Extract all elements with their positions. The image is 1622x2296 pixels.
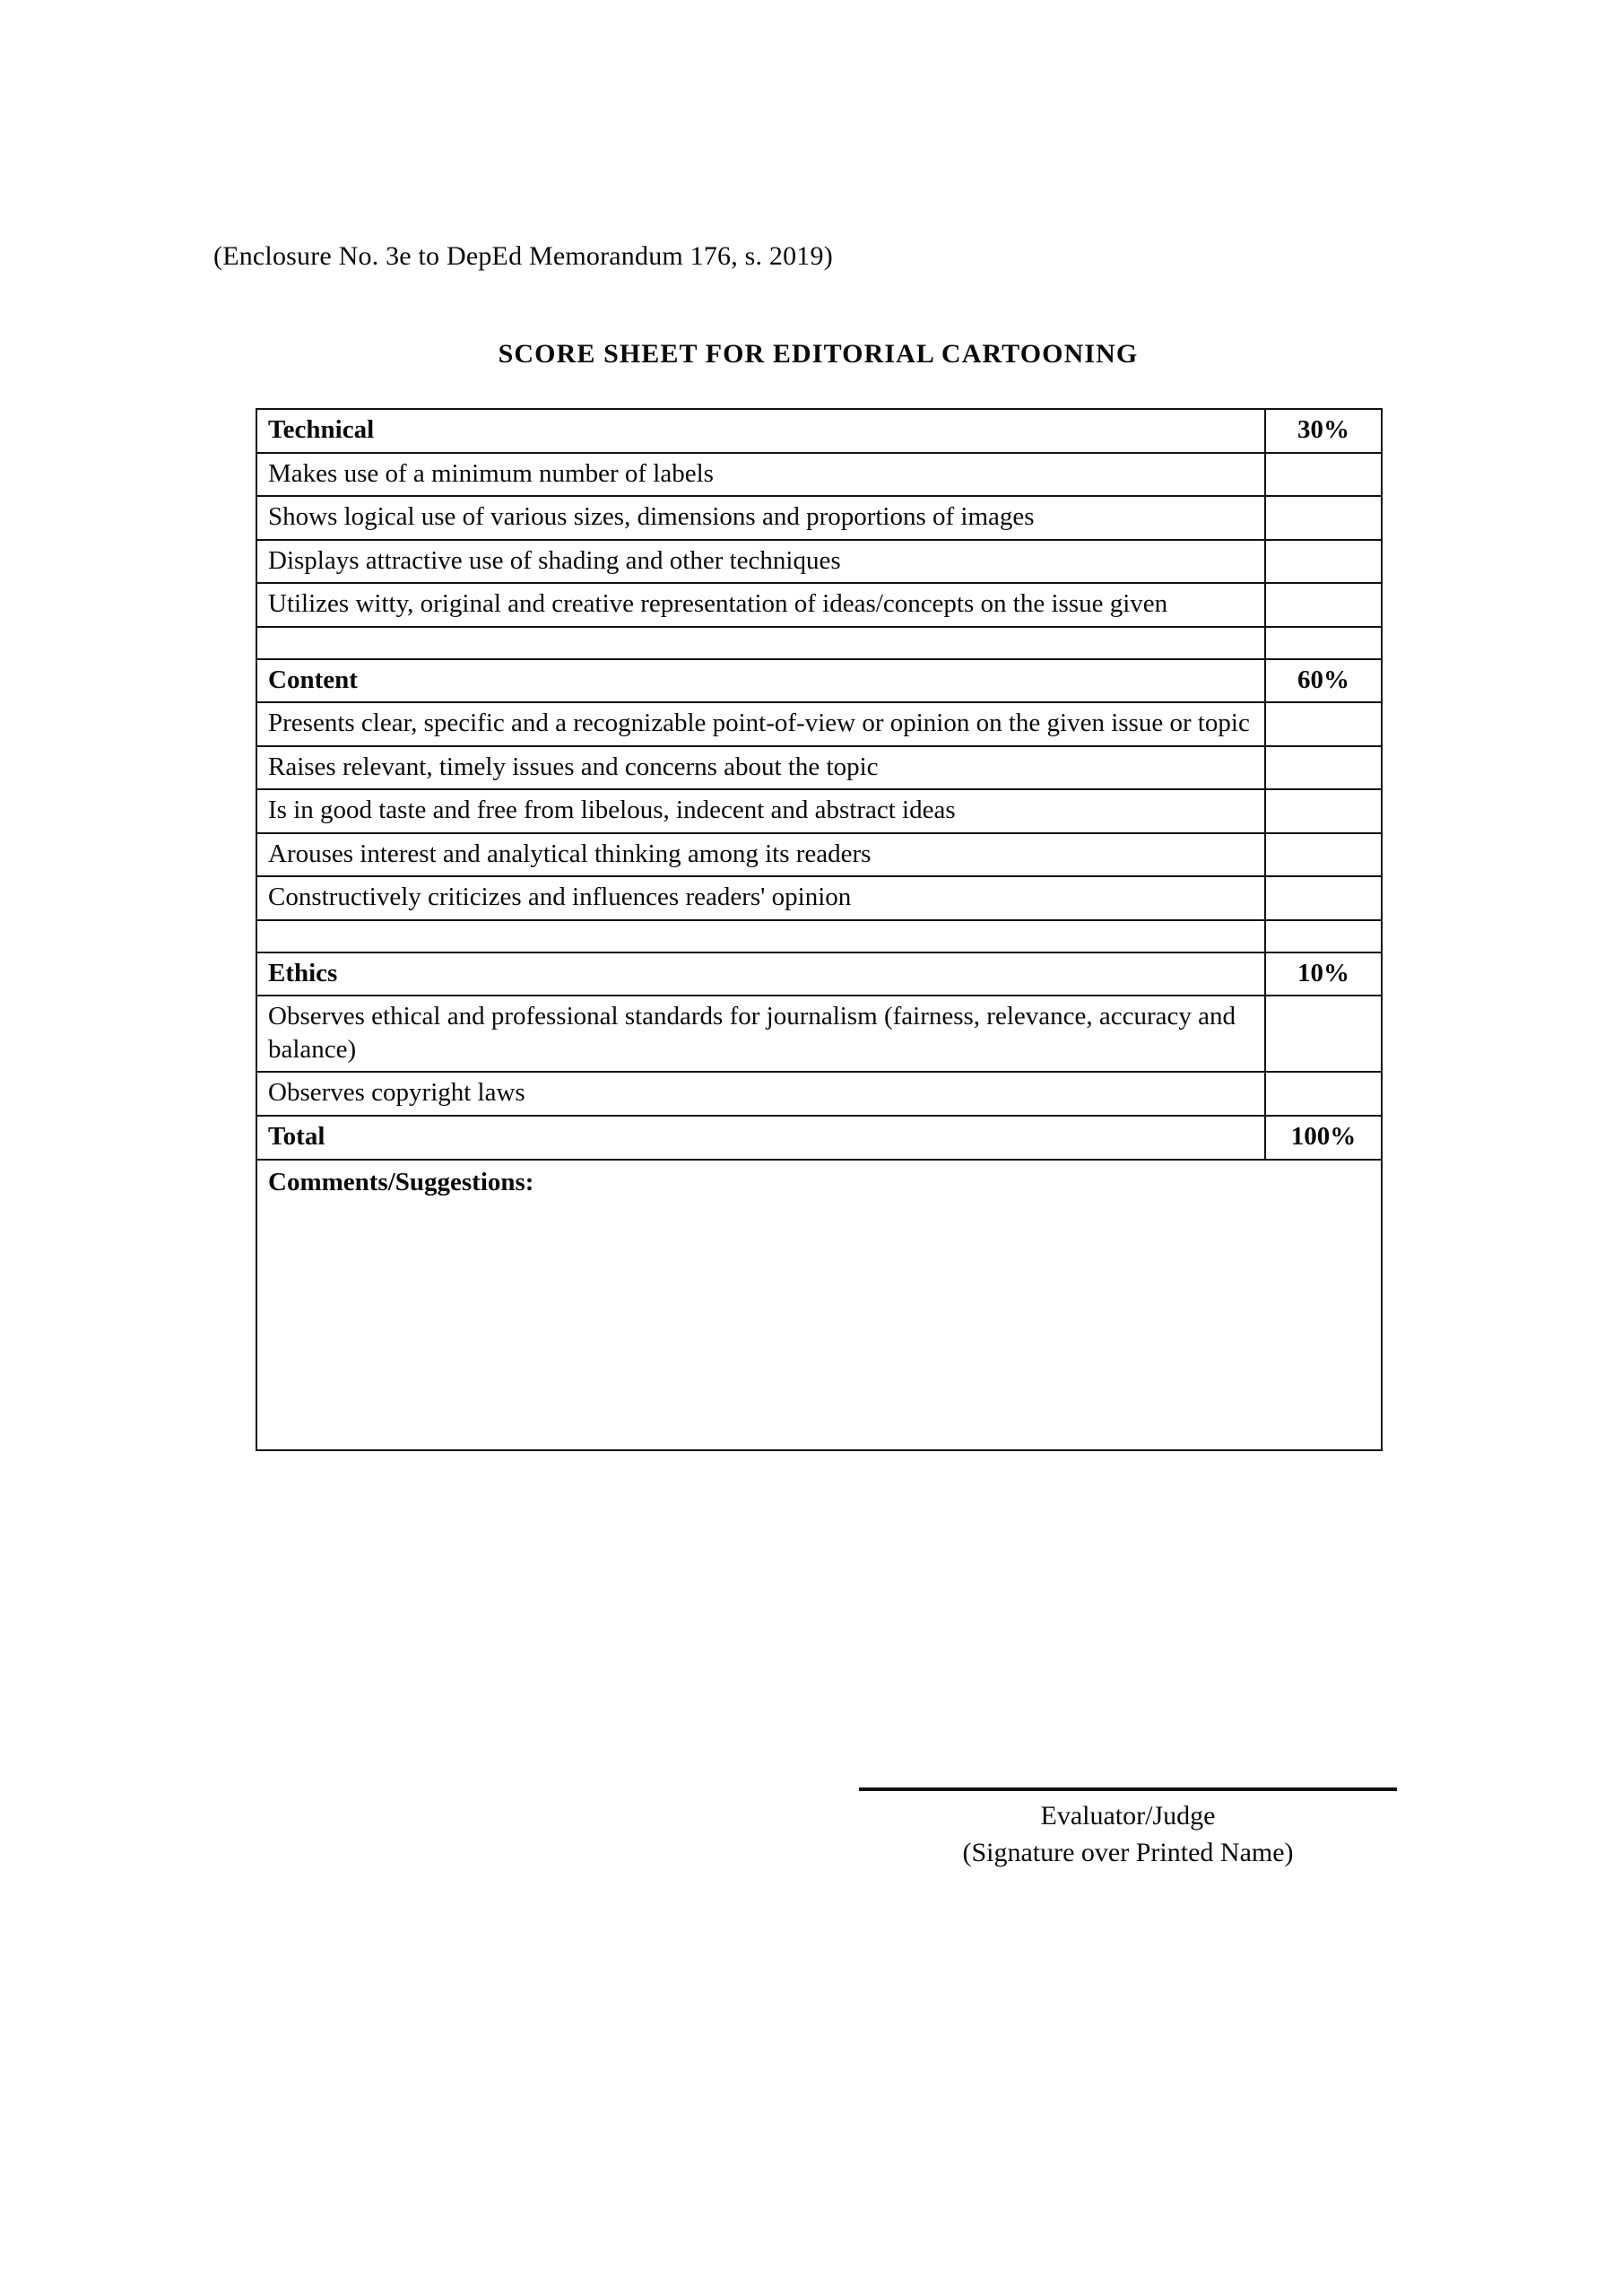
total-row	[256, 1116, 1382, 1160]
section-weight-technical: 30%	[1265, 409, 1382, 453]
table-row	[256, 789, 1382, 833]
section-header-technical	[256, 409, 1382, 453]
spacer-cell	[256, 627, 1265, 659]
criterion-label: Is in good taste and free from libelous, indecent and abstract ideas	[256, 789, 1265, 833]
section-header-content	[256, 659, 1382, 703]
criterion-score-field[interactable]	[1265, 496, 1382, 540]
table-row	[256, 583, 1382, 627]
criterion-score-field[interactable]	[1265, 789, 1382, 833]
criterion-score-field[interactable]	[1265, 453, 1382, 497]
criterion-score-field[interactable]	[1265, 833, 1382, 877]
criterion-score-field[interactable]	[1265, 746, 1382, 790]
spacer-cell	[1265, 920, 1382, 952]
comments-label[interactable]: Comments/Suggestions:	[256, 1160, 1382, 1450]
table-row	[256, 996, 1382, 1072]
table-row	[256, 1072, 1382, 1116]
criterion-label: Utilizes witty, original and creative representation of ideas/concepts on the issue given	[256, 583, 1265, 627]
criterion-label: Shows logical use of various sizes, dimensions and proportions of images	[256, 496, 1265, 540]
table-row	[256, 496, 1382, 540]
criterion-label: Raises relevant, timely issues and concerns about the topic	[256, 746, 1265, 790]
section-spacer-row	[256, 920, 1382, 952]
section-header-ethics	[256, 952, 1382, 996]
section-name-technical: Technical	[256, 409, 1265, 453]
criterion-label: Arouses interest and analytical thinking among its readers	[256, 833, 1265, 877]
criterion-score-field[interactable]	[1265, 702, 1382, 746]
criterion-score-field[interactable]	[1265, 540, 1382, 584]
criterion-label: Displays attractive use of shading and other techniques	[256, 540, 1265, 584]
total-weight: 100%	[1265, 1116, 1382, 1160]
table-row	[256, 833, 1382, 877]
section-weight-ethics: 10%	[1265, 952, 1382, 996]
spacer-cell	[256, 920, 1265, 952]
criterion-label: Observes ethical and professional standards for journalism (fairness, relevance, accuracy and balance)	[256, 996, 1265, 1072]
spacer-cell	[1265, 627, 1382, 659]
criterion-score-field[interactable]	[1265, 1072, 1382, 1116]
score-table	[256, 408, 1383, 1451]
criterion-label: Makes use of a minimum number of labels	[256, 453, 1265, 497]
table-row	[256, 453, 1382, 497]
criterion-label: Constructively criticizes and influences readers' opinion	[256, 876, 1265, 920]
criterion-score-field[interactable]	[1265, 876, 1382, 920]
section-spacer-row	[256, 627, 1382, 659]
section-name-content: Content	[256, 659, 1265, 703]
criterion-score-field[interactable]	[1265, 583, 1382, 627]
section-weight-content: 60%	[1265, 659, 1382, 703]
comments-row	[256, 1160, 1382, 1450]
enclosure-note: (Enclosure No. 3e to DepEd Memorandum 176, s. 2019)	[213, 241, 833, 271]
page-title: SCORE SHEET FOR EDITORIAL CARTOONING	[498, 339, 1139, 369]
table-row	[256, 746, 1382, 790]
table-row	[256, 876, 1382, 920]
signature-instruction: (Signature over Printed Name)	[962, 1837, 1294, 1867]
signature-line	[859, 1787, 1397, 1791]
signature-block	[859, 1787, 1397, 1871]
table-row	[256, 540, 1382, 584]
criterion-label: Presents clear, specific and a recognizable point-of-view or opinion on the given issue or topic	[256, 702, 1265, 746]
signature-role: Evaluator/Judge	[1040, 1801, 1216, 1831]
criterion-score-field[interactable]	[1265, 996, 1382, 1072]
total-label: Total	[256, 1116, 1265, 1160]
section-name-ethics: Ethics	[256, 952, 1265, 996]
criterion-label: Observes copyright laws	[256, 1072, 1265, 1116]
table-row	[256, 702, 1382, 746]
